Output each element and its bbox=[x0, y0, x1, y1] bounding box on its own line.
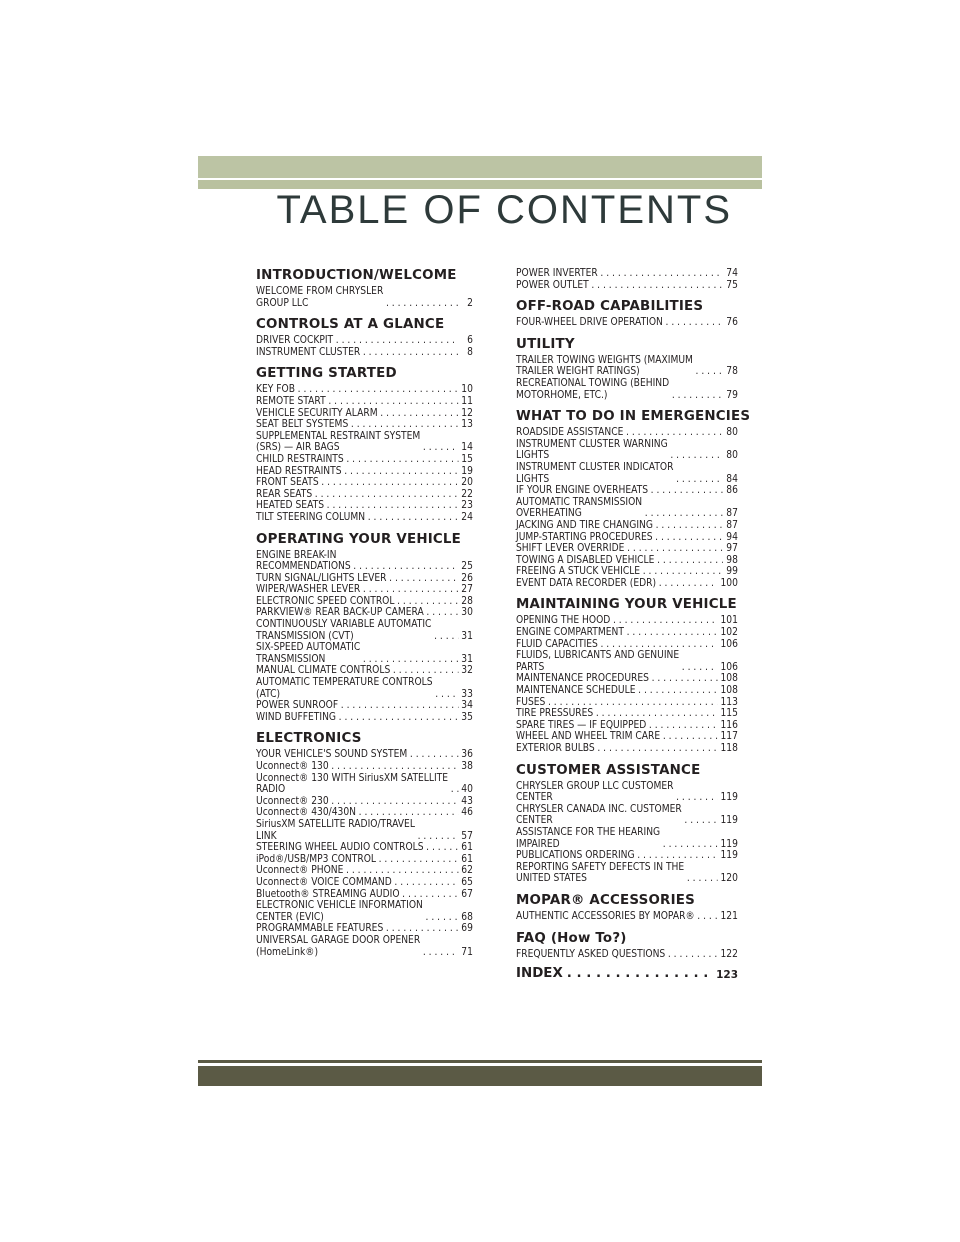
entry-page-number: 119 bbox=[720, 837, 738, 850]
entry-title: CHRYSLER CANADA INC. CUSTOMER CENTER bbox=[516, 802, 682, 827]
toc-entry[interactable] bbox=[516, 497, 738, 520]
entry-title: HEATED SEATS bbox=[256, 499, 325, 512]
toc-entry[interactable] bbox=[256, 712, 473, 724]
dot-leader bbox=[435, 689, 458, 701]
entry-page-number: 68 bbox=[461, 910, 473, 923]
dot-leader bbox=[638, 685, 718, 697]
entry-title: AUTOMATIC TEMPERATURE CONTROLS (ATC) bbox=[256, 676, 433, 700]
entry-page-number: 87 bbox=[726, 507, 738, 520]
entry-title: REPORTING SAFETY DEFECTS IN THE UNITED STATES bbox=[516, 860, 685, 885]
entry-title: AUTHENTIC ACCESSORIES BY MOPAR® bbox=[516, 909, 695, 922]
toc-entry[interactable] bbox=[256, 677, 473, 700]
entry-page-number: 33 bbox=[461, 687, 473, 700]
entry-page-number: 113 bbox=[720, 695, 738, 708]
dot-leader bbox=[645, 508, 723, 520]
dot-leader bbox=[591, 280, 723, 292]
entry-title: INSTRUMENT CLUSTER INDICATOR LIGHTS bbox=[516, 460, 674, 485]
dot-leader bbox=[657, 555, 723, 567]
entry-page-number: 101 bbox=[720, 614, 738, 627]
dot-leader bbox=[670, 450, 723, 462]
entry-title: POWER OUTLET bbox=[516, 278, 589, 291]
dot-leader bbox=[394, 877, 458, 889]
dot-leader bbox=[321, 477, 458, 489]
entry-title: SUPPLEMENTAL RESTRAINT SYSTEM (SRS) — AIR BAGS bbox=[256, 429, 421, 454]
toc-entry[interactable] bbox=[256, 512, 473, 524]
entry-title: PARKVIEW® REAR BACK-UP CAMERA bbox=[256, 606, 424, 619]
dot-leader bbox=[600, 268, 723, 280]
entry-page-number: 13 bbox=[461, 418, 473, 431]
entry-page-number: 61 bbox=[461, 841, 473, 854]
entry-title: INSTRUMENT CLUSTER WARNING LIGHTS bbox=[516, 437, 668, 462]
dot-leader bbox=[597, 743, 717, 755]
entry-title: FREQUENTLY ASKED QUESTIONS bbox=[516, 947, 666, 960]
dot-leader bbox=[652, 673, 718, 685]
entry-title: CHRYSLER GROUP LLC CUSTOMER CENTER bbox=[516, 779, 674, 804]
entry-title: KEY FOB bbox=[256, 383, 295, 396]
entry-page-number: 31 bbox=[461, 652, 473, 665]
entry-page-number: 11 bbox=[461, 394, 473, 407]
dot-leader bbox=[389, 573, 458, 585]
toc-section bbox=[516, 299, 738, 329]
toc-entry[interactable] bbox=[516, 280, 738, 292]
dot-leader bbox=[672, 390, 723, 402]
toc-entry[interactable] bbox=[516, 685, 738, 697]
entry-page-number: 84 bbox=[726, 472, 738, 485]
entry-page-number: 119 bbox=[720, 791, 738, 804]
entry-title: FUSES bbox=[516, 695, 546, 708]
entry-page-number: 20 bbox=[461, 476, 473, 489]
entry-page-number: 80 bbox=[726, 426, 738, 439]
entry-title: WIPER/WASHER LEVER bbox=[256, 583, 361, 596]
entry-page-number: 79 bbox=[726, 388, 738, 401]
entry-title: OPENING THE HOOD bbox=[516, 614, 611, 627]
entry-page-number: 108 bbox=[720, 684, 738, 697]
dot-leader bbox=[697, 911, 718, 923]
entry-title: JUMP-STARTING PROCEDURES bbox=[516, 530, 653, 543]
dot-leader bbox=[663, 839, 718, 851]
entry-page-number: 116 bbox=[720, 718, 738, 731]
section-heading: OPERATING YOUR VEHICLE bbox=[256, 531, 462, 547]
dot-leader bbox=[410, 749, 458, 761]
entry-title: CHILD RESTRAINTS bbox=[256, 452, 344, 465]
entry-page-number: 6 bbox=[467, 334, 473, 347]
dot-leader bbox=[386, 298, 458, 310]
page-title: TABLE OF CONTENTS bbox=[276, 188, 732, 232]
dot-leader bbox=[627, 627, 718, 639]
dot-leader bbox=[426, 842, 458, 854]
entry-page-number: 69 bbox=[461, 922, 473, 935]
section-heading: ELECTRONICS bbox=[256, 731, 362, 747]
entry-title: TILT STEERING COLUMN bbox=[256, 510, 366, 523]
toc-entry[interactable] bbox=[256, 431, 473, 454]
entry-page-number: 65 bbox=[461, 875, 473, 888]
entry-page-number: 35 bbox=[461, 710, 473, 723]
toc-entry[interactable] bbox=[516, 378, 738, 401]
toc-section bbox=[516, 268, 738, 291]
footer-band bbox=[198, 1066, 762, 1086]
toc-section bbox=[516, 597, 738, 754]
entry-title: Uconnect® 130 bbox=[256, 760, 329, 772]
entry-title: CONTINUOUSLY VARIABLE AUTOMATIC TRANSMISSION (CVT) bbox=[256, 618, 432, 642]
toc-entry[interactable] bbox=[516, 862, 738, 885]
entry-page-number: 80 bbox=[726, 449, 738, 462]
entry-page-number: 24 bbox=[461, 510, 473, 523]
entry-page-number: 25 bbox=[461, 560, 473, 573]
entry-title: DRIVER COCKPIT bbox=[256, 334, 334, 347]
entry-page-number: 61 bbox=[461, 852, 473, 865]
toc-entry[interactable] bbox=[256, 347, 473, 359]
dot-leader bbox=[666, 317, 723, 329]
entry-title: YOUR VEHICLE'S SOUND SYSTEM bbox=[256, 748, 408, 761]
dot-leader bbox=[676, 792, 718, 804]
dot-leader bbox=[696, 366, 723, 378]
entry-page-number: 34 bbox=[461, 699, 473, 712]
entry-title: FLUIDS, LUBRICANTS AND GENUINE PARTS bbox=[516, 649, 680, 673]
entry-page-number: 87 bbox=[726, 518, 738, 531]
entry-title: Uconnect® 430/430N bbox=[256, 806, 357, 819]
entry-title: RECREATIONAL TOWING (BEHIND MOTORHOME, ETC.) bbox=[516, 376, 670, 401]
entry-title: WHEEL AND WHEEL TRIM CARE bbox=[516, 730, 661, 743]
entry-page-number: 10 bbox=[461, 383, 473, 396]
entry-title: FLUID CAPACITIES bbox=[516, 637, 598, 650]
section-heading: CONTROLS AT A GLANCE bbox=[256, 317, 445, 333]
entry-page-number: 26 bbox=[461, 571, 473, 584]
entry-page-number: 23 bbox=[461, 499, 473, 512]
entry-title: POWER INVERTER bbox=[516, 267, 598, 279]
dot-leader bbox=[655, 532, 723, 544]
section-heading: UTILITY bbox=[516, 336, 575, 352]
toc-right-column bbox=[516, 267, 751, 982]
toc-entry[interactable] bbox=[516, 317, 738, 329]
section-heading: MOPAR® ACCESSORIES bbox=[516, 892, 695, 908]
entry-page-number: 2 bbox=[467, 296, 473, 309]
entry-page-number: 32 bbox=[461, 664, 473, 677]
entry-page-number: 22 bbox=[461, 487, 473, 500]
entry-page-number: 8 bbox=[467, 345, 473, 358]
entry-page-number: 119 bbox=[720, 849, 738, 862]
index-label: INDEX bbox=[516, 966, 563, 982]
entry-title: WIND BUFFETING bbox=[256, 710, 336, 723]
dot-leader bbox=[676, 474, 723, 486]
section-heading: CUSTOMER ASSISTANCE bbox=[516, 762, 701, 778]
dot-leader bbox=[668, 949, 718, 961]
toc-section bbox=[516, 409, 751, 589]
entry-page-number: 99 bbox=[726, 565, 738, 578]
toc-entry[interactable] bbox=[516, 804, 738, 827]
entry-page-number: 14 bbox=[461, 441, 473, 454]
entry-title: TRAILER TOWING WEIGHTS (MAXIMUM TRAILER WEIGHT RATINGS) bbox=[516, 353, 693, 378]
entry-title: AUTOMATIC TRANSMISSION OVERHEATING bbox=[516, 495, 643, 520]
entry-page-number: 38 bbox=[461, 760, 473, 772]
dot-leader bbox=[379, 854, 458, 866]
toc-entry[interactable] bbox=[256, 900, 473, 923]
section-heading: MAINTAINING YOUR VEHICLE bbox=[516, 597, 737, 613]
entry-page-number: 118 bbox=[720, 742, 738, 754]
entry-page-number: 108 bbox=[720, 672, 738, 685]
dot-leader bbox=[380, 408, 458, 420]
entry-page-number: 76 bbox=[726, 316, 738, 329]
toc-entry[interactable] bbox=[256, 819, 473, 842]
entry-title: POWER SUNROOF bbox=[256, 699, 339, 712]
dot-leader bbox=[426, 912, 458, 924]
toc-section bbox=[256, 317, 473, 358]
toc-entry[interactable] bbox=[516, 781, 738, 804]
toc-entry[interactable] bbox=[256, 935, 473, 958]
toc-entry[interactable] bbox=[516, 911, 738, 923]
dot-leader bbox=[315, 489, 458, 501]
entry-page-number: 117 bbox=[720, 730, 738, 743]
entry-page-number: 62 bbox=[461, 864, 473, 877]
dot-leader bbox=[423, 442, 458, 454]
entry-title: ENGINE BREAK-IN RECOMMENDATIONS bbox=[256, 548, 351, 573]
dot-leader bbox=[423, 947, 458, 959]
entry-title: Uconnect® VOICE COMMAND bbox=[256, 875, 392, 888]
entry-page-number: 19 bbox=[461, 464, 473, 477]
entry-page-number: 67 bbox=[461, 887, 473, 900]
dot-leader bbox=[341, 700, 458, 712]
entry-title: EXTERIOR BULBS bbox=[516, 742, 595, 754]
toc-entry[interactable] bbox=[256, 550, 473, 573]
entry-page-number: 75 bbox=[726, 278, 738, 291]
toc-section bbox=[256, 731, 473, 958]
entry-title: WELCOME FROM CHRYSLER GROUP LLC bbox=[256, 285, 384, 309]
section-heading: FAQ (How To?) bbox=[516, 930, 627, 946]
dot-leader bbox=[363, 347, 458, 359]
entry-title: SHIFT LEVER OVERRIDE bbox=[516, 542, 625, 555]
toc-entry[interactable] bbox=[256, 773, 473, 796]
index-entry[interactable] bbox=[516, 966, 738, 981]
toc-entry[interactable] bbox=[516, 650, 738, 673]
section-heading: GETTING STARTED bbox=[256, 366, 397, 382]
entry-title: MAINTENANCE SCHEDULE bbox=[516, 684, 636, 697]
entry-title: SEAT BELT SYSTEMS bbox=[256, 418, 349, 431]
entry-page-number: 57 bbox=[461, 829, 473, 842]
section-heading: WHAT TO DO IN EMERGENCIES bbox=[516, 409, 751, 425]
dot-leader bbox=[434, 631, 458, 643]
dot-leader bbox=[368, 512, 458, 524]
entry-title: VEHICLE SECURITY ALARM bbox=[256, 406, 378, 419]
toc-entry[interactable] bbox=[516, 355, 738, 378]
entry-title: Uconnect® 230 bbox=[256, 794, 329, 807]
entry-title: FOUR-WHEEL DRIVE OPERATION bbox=[516, 316, 663, 329]
entry-page-number: 12 bbox=[461, 406, 473, 419]
toc-entry[interactable] bbox=[516, 578, 738, 590]
toc-section bbox=[256, 268, 473, 309]
entry-title: UNIVERSAL GARAGE DOOR OPENER (HomeLink®) bbox=[256, 933, 421, 958]
dot-leader bbox=[659, 578, 718, 590]
dot-leader bbox=[426, 607, 458, 619]
entry-title: SiriusXM SATELLITE RADIO/TRAVEL LINK bbox=[256, 817, 415, 842]
dot-leader bbox=[451, 784, 458, 796]
footer-rule bbox=[198, 1060, 762, 1063]
entry-page-number: 115 bbox=[720, 707, 738, 720]
entry-title: FREEING A STUCK VEHICLE bbox=[516, 565, 641, 578]
entry-title: EVENT DATA RECORDER (EDR) bbox=[516, 576, 657, 589]
toc-entry[interactable] bbox=[516, 462, 738, 485]
toc-entry[interactable] bbox=[516, 827, 738, 850]
entry-title: ELECTRONIC VEHICLE INFORMATION CENTER (EVIC) bbox=[256, 899, 423, 923]
entry-page-number: 98 bbox=[726, 553, 738, 566]
dot-leader bbox=[346, 454, 458, 466]
entry-page-number: 28 bbox=[461, 594, 473, 607]
entry-page-number: 86 bbox=[726, 484, 738, 497]
toc-entry[interactable] bbox=[516, 743, 738, 755]
entry-title: Uconnect® 130 WITH SiriusXM SATELLITE RADIO bbox=[256, 771, 449, 796]
entry-title: JACKING AND TIRE CHANGING bbox=[516, 518, 653, 531]
dot-leader bbox=[344, 466, 458, 478]
entry-title: REMOTE START bbox=[256, 394, 326, 407]
entry-title: ENGINE COMPARTMENT bbox=[516, 626, 624, 639]
entry-title: Bluetooth® STREAMING AUDIO bbox=[256, 887, 400, 900]
dot-leader bbox=[663, 731, 718, 743]
entry-page-number: 97 bbox=[726, 542, 738, 555]
index-page-number: 123 bbox=[716, 969, 738, 982]
entry-page-number: 106 bbox=[720, 660, 738, 673]
dot-leader bbox=[687, 873, 718, 885]
entry-page-number: 74 bbox=[726, 267, 738, 279]
entry-title: STEERING WHEEL AUDIO CONTROLS bbox=[256, 841, 424, 854]
dot-leader bbox=[339, 712, 458, 724]
entry-title: PUBLICATIONS ORDERING bbox=[516, 849, 635, 862]
entry-page-number: 40 bbox=[461, 783, 473, 796]
toc-entry[interactable] bbox=[516, 949, 738, 961]
dot-leader bbox=[651, 485, 723, 497]
entry-title: Uconnect® PHONE bbox=[256, 864, 344, 877]
toc-section bbox=[256, 532, 473, 724]
toc-section bbox=[256, 366, 473, 523]
entry-page-number: 121 bbox=[720, 909, 738, 922]
entry-page-number: 46 bbox=[461, 806, 473, 819]
entry-title: REAR SEATS bbox=[256, 487, 313, 500]
entry-title: MAINTENANCE PROCEDURES bbox=[516, 672, 649, 685]
toc-section bbox=[516, 337, 738, 401]
entry-title: MANUAL CLIMATE CONTROLS bbox=[256, 664, 391, 677]
entry-title: ASSISTANCE FOR THE HEARING IMPAIRED bbox=[516, 825, 661, 850]
toc-left-column bbox=[256, 268, 473, 958]
entry-page-number: 122 bbox=[720, 947, 738, 960]
entry-page-number: 27 bbox=[461, 583, 473, 596]
entry-page-number: 31 bbox=[461, 629, 473, 642]
entry-page-number: 94 bbox=[726, 530, 738, 543]
entry-page-number: 30 bbox=[461, 606, 473, 619]
entry-page-number: 43 bbox=[461, 794, 473, 807]
entry-title: TIRE PRESSURES bbox=[516, 707, 594, 720]
section-heading: INTRODUCTION/WELCOME bbox=[256, 268, 457, 283]
toc-entry[interactable] bbox=[516, 439, 738, 462]
entry-page-number: 15 bbox=[461, 452, 473, 465]
entry-title: HEAD RESTRAINTS bbox=[256, 464, 342, 477]
entry-page-number: 36 bbox=[461, 748, 473, 761]
entry-title: ELECTRONIC SPEED CONTROL bbox=[256, 594, 395, 607]
entry-title: TOWING A DISABLED VEHICLE bbox=[516, 553, 655, 566]
entry-page-number: 71 bbox=[461, 945, 473, 958]
entry-page-number: 106 bbox=[720, 637, 738, 650]
entry-title: SIX-SPEED AUTOMATIC TRANSMISSION bbox=[256, 641, 361, 665]
entry-title: IF YOUR ENGINE OVERHEATS bbox=[516, 484, 649, 497]
toc-section bbox=[516, 763, 738, 885]
toc-entry[interactable] bbox=[256, 286, 473, 309]
entry-title: INSTRUMENT CLUSTER bbox=[256, 345, 361, 358]
toc-entry[interactable] bbox=[256, 619, 473, 642]
section-heading: OFF-ROAD CAPABILITIES bbox=[516, 299, 704, 315]
dot-leader bbox=[684, 815, 717, 827]
entry-title: PROGRAMMABLE FEATURES bbox=[256, 922, 384, 935]
entry-title: SPARE TIRES — IF EQUIPPED bbox=[516, 718, 647, 731]
dot-leader bbox=[418, 831, 458, 843]
toc-section bbox=[516, 931, 738, 961]
entry-title: ROADSIDE ASSISTANCE bbox=[516, 426, 624, 439]
entry-title: iPod®/USB/MP3 CONTROL bbox=[256, 852, 376, 865]
dot-leader bbox=[613, 615, 718, 627]
dot-leader bbox=[567, 966, 712, 981]
dot-leader bbox=[682, 662, 718, 674]
entry-title: TURN SIGNAL/LIGHTS LEVER bbox=[256, 571, 387, 584]
entry-page-number: 119 bbox=[720, 814, 738, 827]
entry-page-number: 120 bbox=[720, 872, 738, 885]
toc-section bbox=[516, 893, 738, 923]
entry-page-number: 78 bbox=[726, 365, 738, 378]
entry-page-number: 100 bbox=[720, 576, 738, 589]
toc-entry[interactable] bbox=[256, 642, 473, 665]
entry-page-number: 102 bbox=[720, 626, 738, 639]
dot-leader bbox=[656, 520, 723, 532]
entry-title: FRONT SEATS bbox=[256, 476, 319, 489]
